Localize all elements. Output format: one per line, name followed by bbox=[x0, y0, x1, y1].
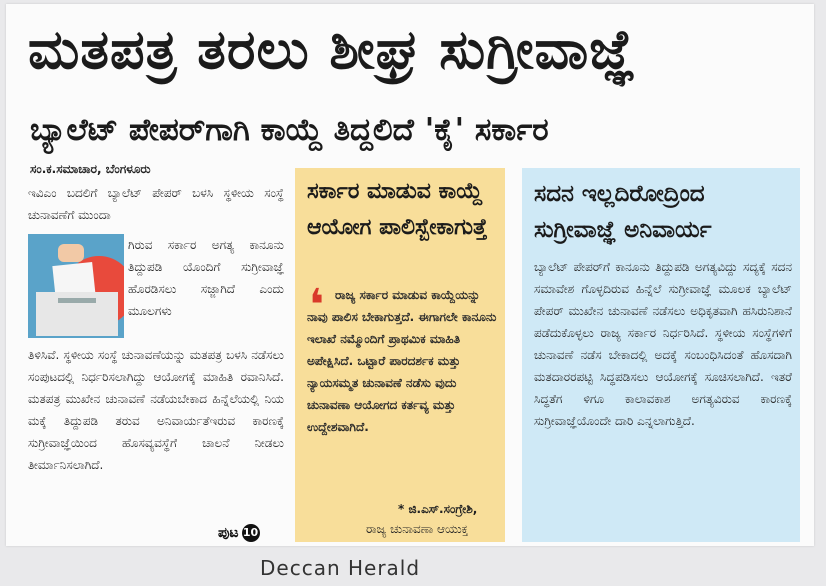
main-story-wrapped-text: ಗಿರುವ ಸರ್ಕಾರ ಅಗತ್ಯ ಕಾನೂನು ತಿದ್ದುಪಡಿ ಯೊಂದಿಗೆ ಸುಗ್ರೀವಾಜ್ಞೆ ಹೊರಡಿಸಲು ಸಜ್ಜಾಗಿದೆ ಎಂದು ಮೂಲಗಳು bbox=[128, 238, 284, 318]
subheadline: ಬ್ಯಾಲೆಟ್ ಪೇಪರ್‌ಗಾಗಿ ಕಾಯ್ದೆ ತಿದ್ದಲಿದೆ 'ಕೈ' ಸರ್ಕಾರ bbox=[30, 112, 549, 148]
quote-box-body bbox=[307, 280, 497, 438]
quote-box-title: ಸರ್ಕಾರ ಮಾಡುವ ಕಾಯ್ದೆ ಆಯೋಗ ಪಾಲಿಸ್ಬೇಕಾಗುತ್ತೆ bbox=[307, 179, 488, 240]
quote-author: * ಜಿ.ಎಸ್.ಸಂಗ್ರೇಶಿ, bbox=[398, 502, 478, 516]
page-reference[interactable] bbox=[218, 524, 260, 542]
dateline: ಸಂ.ಕ.ಸಮಾಚಾರ, ಬೆಂಗಳೂರು bbox=[30, 162, 151, 176]
page-ref-label: ಪುಟ bbox=[218, 525, 239, 541]
newspaper-clipping bbox=[6, 4, 814, 546]
ballot-slot-shape bbox=[58, 298, 96, 303]
hand-shape bbox=[58, 244, 84, 262]
page-ref-number: 10 bbox=[242, 524, 260, 542]
quote-author-role: ರಾಜ್ಯ ಚುನಾವಣಾ ಆಯುಕ್ತ bbox=[366, 522, 469, 536]
main-story-paragraph-top: ಇವಿಎಂ ಬದಲಿಗೆ ಬ್ಯಾಲೆಟ್ ಪೇಪರ್ ಬಳಸಿ ಸ್ಥಳೀಯ ಸಂಸ್ಥೆ ಚುನಾವಣೆಗೆ ಮುಂದಾ bbox=[28, 186, 284, 222]
footer-caption: Deccan Herald bbox=[260, 556, 421, 580]
headline: ಮತಪತ್ರ ತರಲು ಶೀಘ್ರ ಸುಗ್ರೀವಾಜ್ಞೆ bbox=[28, 18, 637, 81]
quote-text: ರಾಜ್ಯ ಸರ್ಕಾರ ಮಾಡುವ ಕಾಯ್ದೆಯನ್ನು ನಾವು ಪಾಲಿಸ ಬೇಕಾಗುತ್ತದೆ. ಈಗಾಗಲೇ ಕಾನೂನು ಇಲಾಖೆ ನಮ್ಮೊಂದಿಗೆ ಪ್ರಾಥಮಿಕ ಮಾಹಿತಿ ಅಪೇಕ್ಷಿಸಿದೆ. ಒಟ್ಟಾರೆ ಪಾರದರ್ಶಕ ಮತ್ತು ನ್ಯಾಯಸಮ್ಮತ ಚುನಾವಣೆ ನಡೆಸು ವುದು ಚುನಾವಣಾ ಆಯೋಗದ ಕರ್ತವ್ಯ ಮತ್ತು ಉದ್ದೇಶವಾಗಿದೆ. bbox=[307, 288, 497, 434]
quote-box bbox=[295, 168, 505, 542]
side-box-title: ಸದನ ಇಲ್ಲದಿರೋದ್ರಿಂದ ಸುಗ್ರೀವಾಜ್ಞೆ ಅನಿವಾರ್ಯ bbox=[534, 181, 712, 243]
ballot-box-image bbox=[28, 234, 124, 338]
side-box bbox=[522, 168, 800, 542]
quote-mark-icon: ❛ bbox=[309, 280, 325, 331]
main-story-paragraph-bottom: ತಿಳಿಸಿವೆ. ಸ್ಥಳೀಯ ಸಂಸ್ಥೆ ಚುನಾವಣೆಯನ್ನು ಮತಪತ್ರ ಬಳಸಿ ನಡೆಸಲು ಸಂಪುಟದಲ್ಲಿ ನಿರ್ಧರಿಸಲಾಗಿದ್ದು ಆಯೋಗಕ್ಕೆ ಮಾಹಿತಿ ರವಾನಿಸಿದೆ. ಮತಪತ್ರ ಮುಖೇನ ಚುನಾವಣೆ ನಡೆಯಬೇಕಾದ ಹಿನ್ನೆಲೆಯಲ್ಲಿ ನಿಯ ಮಕ್ಕೆ ತಿದ್ದುಪಡಿ ತರುವ ಅನಿವಾರ್ಯತೆಇರುವ ಕಾರಣಕ್ಕೆ ಸುಗ್ರೀವಾಜ್ಞೆಯಿಂದ ಹೊಸವ್ಯವಸ್ಥೆಗೆ ಚಾಲನೆ ನೀಡಲು ತೀರ್ಮಾನಿಸಲಾಗಿದೆ. bbox=[28, 348, 284, 472]
side-box-text: ಬ್ಯಾಲೆಟ್ ಪೇಪರ್‌ಗೆ ಕಾನೂನು ತಿದ್ದುಪಡಿ ಅಗತ್ಯವಿದ್ದು ಸದ್ಯಕ್ಕೆ ಸದನ ಸಮಾವೇಶ ಗೊಳ್ಳದಿರುವ ಹಿನ್ನೆಲೆ ಸುಗ್ರೀವಾಜ್ಞೆ ಮೂಲಕ ಬ್ಯಾಲೆಟ್ ಪೇಪರ್ ಮುಖೇನ ಚುನಾವಣೆ ನಡೆಸಲು ಅಧಿಕೃತವಾಗಿ ಹಸಿರುನಿಶಾನೆ ಪಡೆದುಕೊಳ್ಳಲು ರಾಜ್ಯ ಸರ್ಕಾರ ನಿರ್ಧರಿಸಿದೆ. ಸ್ಥಳೀಯ ಸಂಸ್ಥೆಗಳಿಗೆ ಚುನಾವಣೆ ನಡೆಸ ಬೇಕಾದಲ್ಲಿ ಅದಕ್ಕೆ ಸಂಬಂಧಿಸಿದಂತೆ ಹೊಸದಾಗಿ ಮತದಾರರಪಟ್ಟಿ ಸಿದ್ಧಪಡಿಸಲು ಆಯೋಗಕ್ಕೆ ಸೂಚಿಸಲಾಗಿದೆ. ಇತರೆ ಸಿದ್ಧತೆಗ ಳಿಗೂ ಕಾಲಾವಕಾಶ ಅಗತ್ಯವಿರುವ ಕಾರಣಕ್ಕೆ ಸುಗ್ರೀವಾಜ್ಞೆಯೊಂದೇ ದಾರಿ ಎನ್ನಲಾಗುತ್ತಿದೆ. bbox=[534, 260, 792, 428]
side-box-body bbox=[534, 256, 792, 432]
